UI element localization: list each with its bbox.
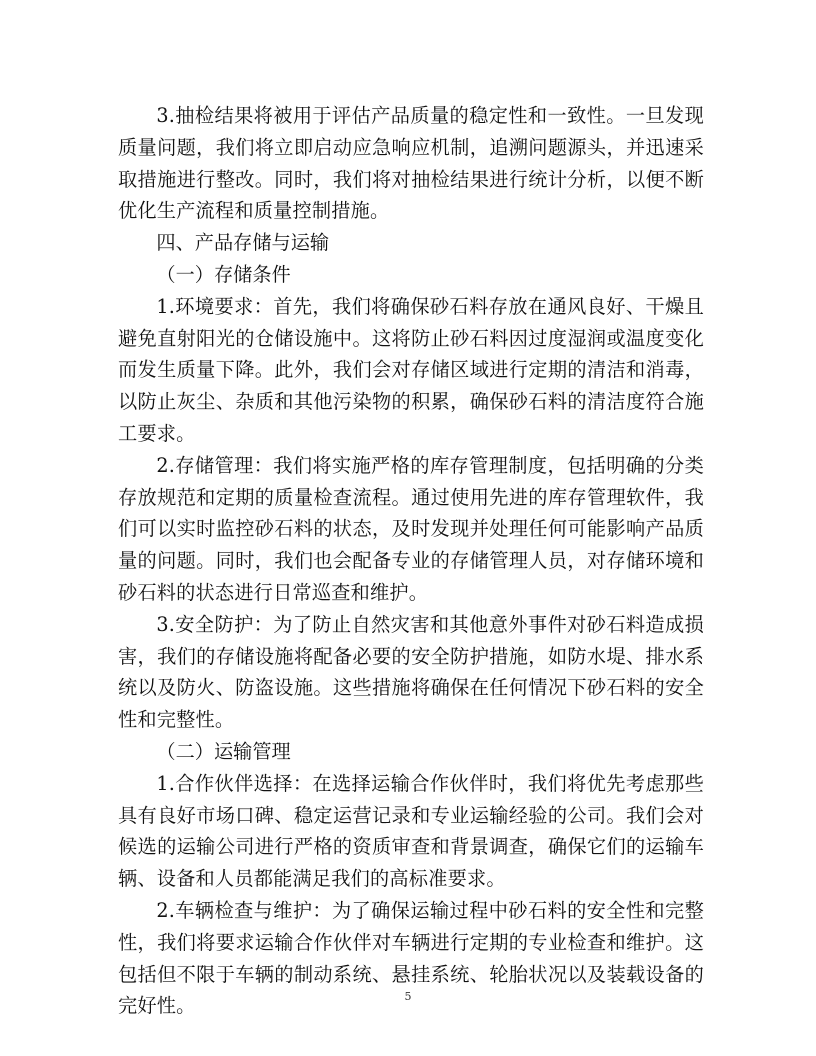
paragraph-environment-requirements: 1.环境要求：首先，我们将确保砂石料存放在通风良好、干燥且避免直射阳光的仓储设施中。这将防止砂石料因过度湿润或温度变化而发生质量下降。此外，我们会对存储区域进行定期的清洁和消毒，以防止灰尘、杂质和其他污染物的积累，确保砂石料的清洁度符合施工要求。 <box>118 294 704 445</box>
paragraph-vehicle-inspection: 2.车辆检查与维护：为了确保运输过程中砂石料的安全性和完整性，我们将要求运输合作伙伴对车辆进行定期的专业检查和维护。这包括但不限于车辆的制动系统、悬挂系统、轮胎状况以及装载设备的完好性。 <box>118 898 704 1018</box>
subsection-heading-storage-conditions: （一）存储条件 <box>156 262 291 286</box>
paragraph-storage-management: 2.存储管理：我们将实施严格的库存管理制度，包括明确的分类存放规范和定期的质量检查流程。通过使用先进的库存管理软件，我们可以实时监控砂石料的状态，及时发现并处理任何可能影响产品质量的问题。同时，我们也会配备专业的存储管理人员，对存储环境和砂石料的状态进行日常巡查和维护。 <box>118 453 704 604</box>
paragraph-sampling-results: 3.抽检结果将被用于评估产品质量的稳定性和一致性。一旦发现质量问题，我们将立即启动应急响应机制，追溯问题源头，并迅速采取措施进行整改。同时，我们将对抽检结果进行统计分析，以便不断优化生产流程和质量控制措施。 <box>118 104 704 223</box>
paragraph-safety-protection: 3.安全防护：为了防止自然灾害和其他意外事件对砂石料造成损害，我们的存储设施将配备必要的安全防护措施，如防水堤、排水系统以及防火、防盗设施。这些措施将确保在任何情况下砂石料的安全性和完整性。 <box>118 612 704 732</box>
page-number: 5 <box>404 990 412 1003</box>
page-body <box>118 100 704 1022</box>
section-heading-storage-transport: 四、产品存储与运输 <box>156 231 330 255</box>
subsection-heading-transport-management: （二）运输管理 <box>156 739 291 763</box>
paragraph-partner-selection: 1.合作伙伴选择：在选择运输合作伙伴时，我们将优先考虑那些具有良好市场口碑、稳定运营记录和专业运输经验的公司。我们会对候选的运输公司进行严格的资质审查和背景调查，确保它们的运输车辆、设备和人员都能满足我们的高标准要求。 <box>118 771 704 891</box>
